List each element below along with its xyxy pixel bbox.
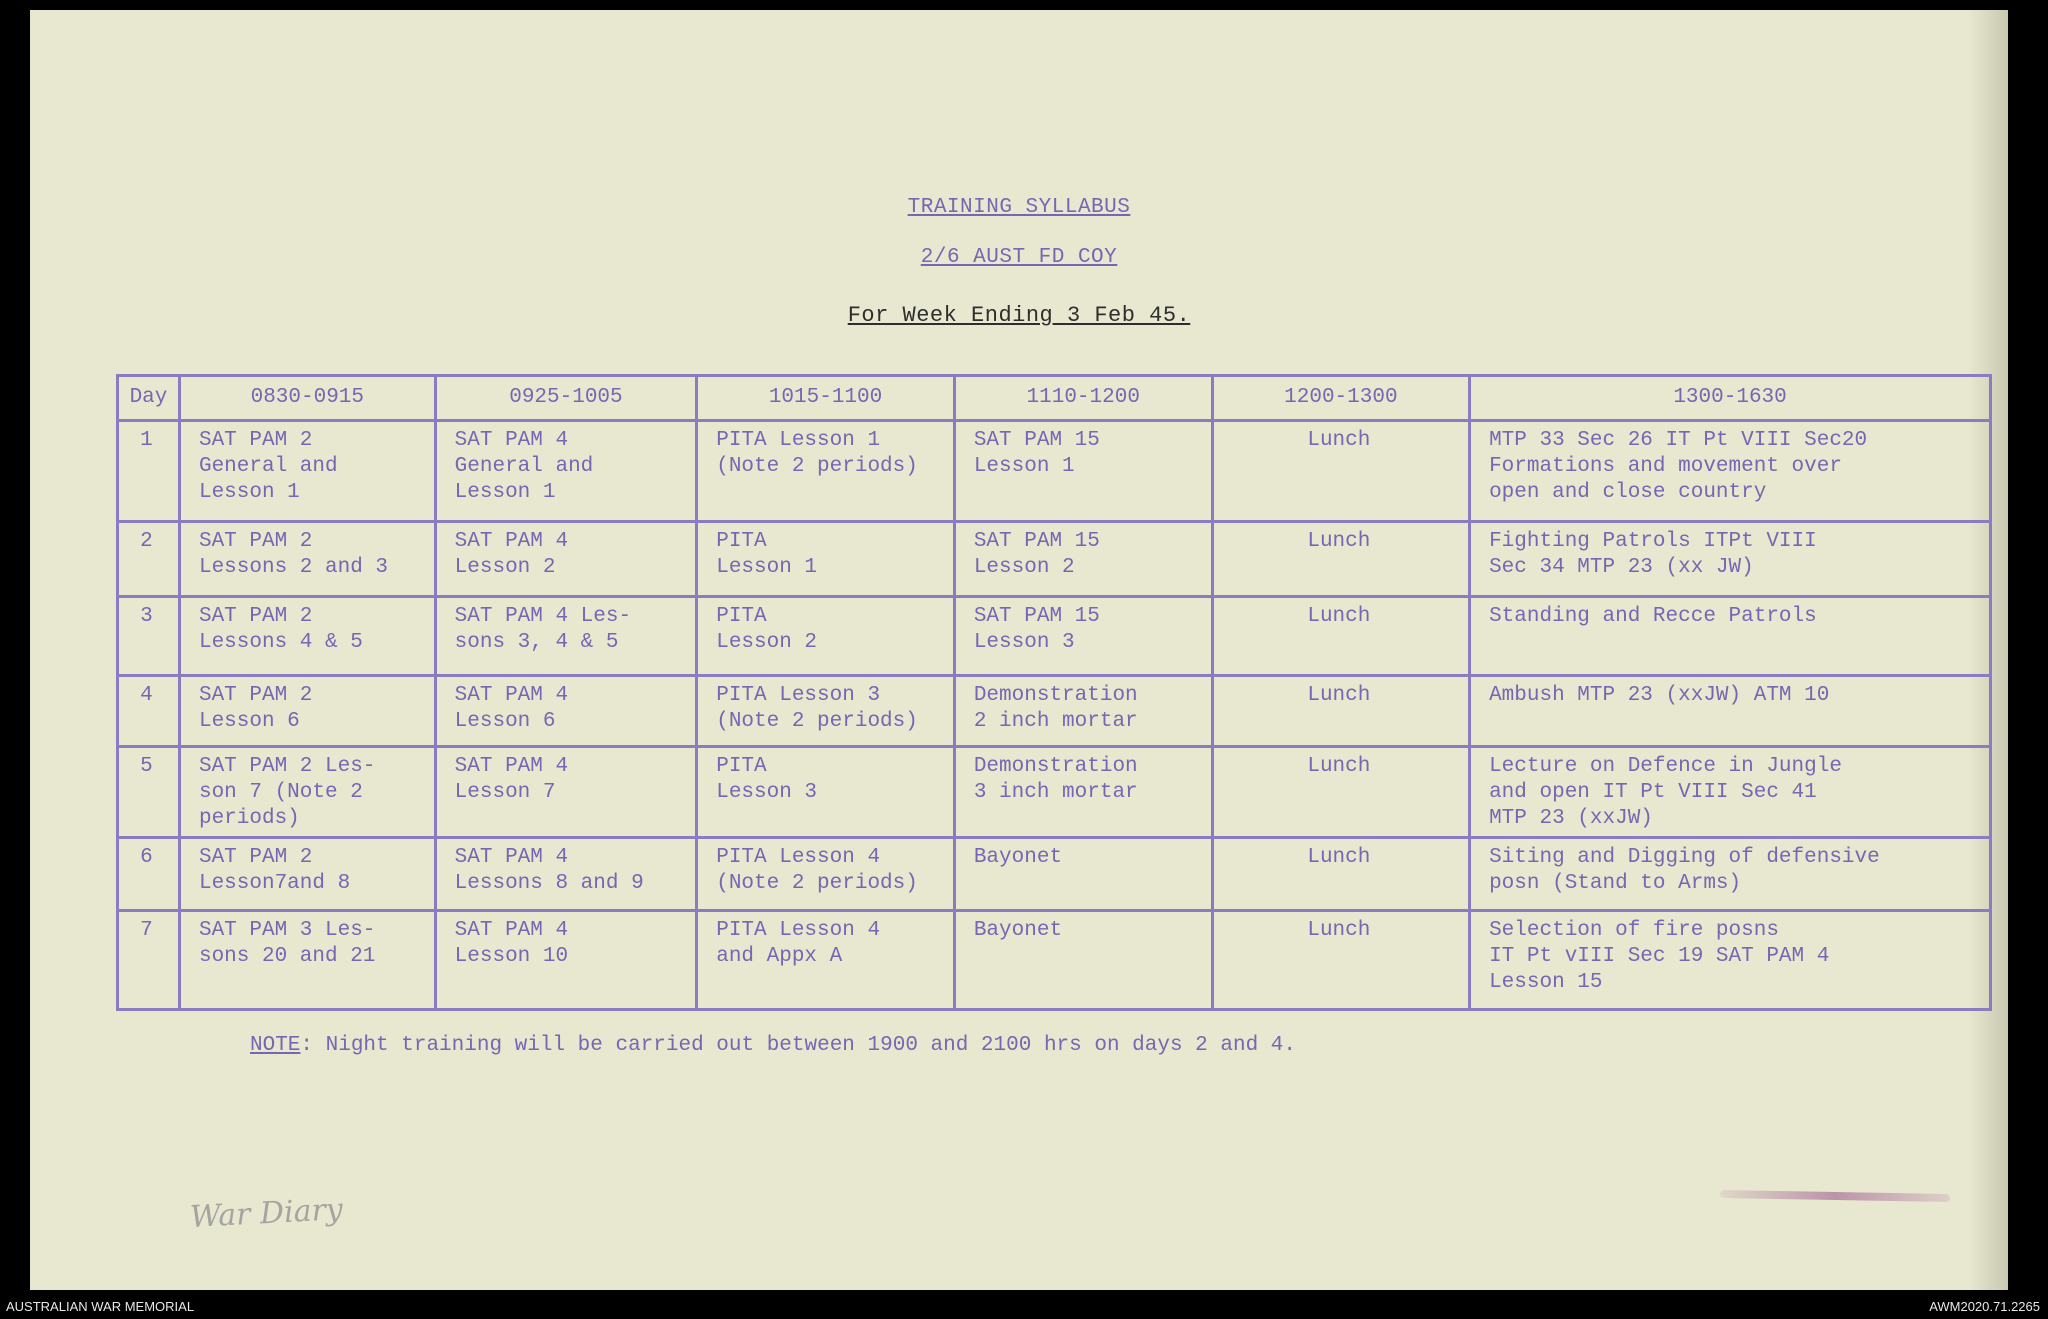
cell-1015: PITA Lesson 2 — [697, 597, 955, 676]
cell-0925: SAT PAM 4 Lessons 8 and 9 — [435, 838, 697, 911]
cell-1300: Lecture on Defence in Jungle and open IT Pt VIII Sec 41 MTP 23 (xxJW) — [1470, 747, 1991, 838]
cell-1015: PITA Lesson 4 (Note 2 periods) — [697, 838, 955, 911]
cell-1300: Siting and Digging of defensive posn (Stand to Arms) — [1470, 838, 1991, 911]
table-row — [118, 911, 1991, 1010]
cell-1200: Lunch — [1212, 522, 1469, 597]
note-text: : Night training will be carried out between 1900 and 2100 hrs on days 2 and 4. — [300, 1034, 1296, 1057]
cell-1015: PITA Lesson 3 — [697, 747, 955, 838]
cell-1110: Demonstration 2 inch mortar — [954, 676, 1212, 747]
cell-1200: Lunch — [1212, 838, 1469, 911]
cell-1300: Standing and Recce Patrols — [1470, 597, 1991, 676]
table-row — [118, 597, 1991, 676]
cell-1110: SAT PAM 15 Lesson 2 — [954, 522, 1212, 597]
cell-1015: PITA Lesson 1 — [697, 522, 955, 597]
header-1200-1300: 1200-1300 — [1212, 376, 1469, 421]
training-syllabus-table — [116, 374, 1992, 1011]
document-title: TRAINING SYLLABUS — [907, 196, 1131, 219]
cell-0925: SAT PAM 4 Lesson 7 — [435, 747, 697, 838]
unit-name: 2/6 AUST FD COY — [920, 246, 1118, 269]
cell-0830: SAT PAM 2 Lesson 6 — [179, 676, 435, 747]
cell-day: 4 — [118, 676, 180, 747]
cell-0925: SAT PAM 4 General and Lesson 1 — [435, 421, 697, 522]
table-header-row — [118, 376, 1991, 421]
cell-0830: SAT PAM 3 Les- sons 20 and 21 — [179, 911, 435, 1010]
cell-0830: SAT PAM 2 Lessons 4 & 5 — [179, 597, 435, 676]
cell-day: 5 — [118, 747, 180, 838]
cell-0830: SAT PAM 2 General and Lesson 1 — [179, 421, 435, 522]
footer-institution: AUSTRALIAN WAR MEMORIAL — [6, 1299, 195, 1314]
cell-1015: PITA Lesson 3 (Note 2 periods) — [697, 676, 955, 747]
cell-day: 1 — [118, 421, 180, 522]
archive-footer — [0, 1290, 2048, 1319]
cell-0925: SAT PAM 4 Lesson 2 — [435, 522, 697, 597]
cell-0925: SAT PAM 4 Lesson 10 — [435, 911, 697, 1010]
table-row — [118, 838, 1991, 911]
cell-day: 2 — [118, 522, 180, 597]
cell-1300: MTP 33 Sec 26 IT Pt VIII Sec20 Formations and movement over open and close country — [1470, 421, 1991, 522]
header-day: Day — [118, 376, 180, 421]
cell-1200: Lunch — [1212, 747, 1469, 838]
table-row — [118, 747, 1991, 838]
paper-sheet — [30, 10, 2008, 1290]
cell-1200: Lunch — [1212, 676, 1469, 747]
night-training-note — [250, 1034, 1296, 1057]
cell-day: 6 — [118, 838, 180, 911]
header-0925-1005: 0925-1005 — [435, 376, 697, 421]
cell-1015: PITA Lesson 1 (Note 2 periods) — [697, 421, 955, 522]
cell-day: 3 — [118, 597, 180, 676]
cell-1110: Demonstration 3 inch mortar — [954, 747, 1212, 838]
cell-1300: Selection of fire posns IT Pt vIII Sec 19 SAT PAM 4 Lesson 15 — [1470, 911, 1991, 1010]
cell-1110: Bayonet — [954, 838, 1212, 911]
cell-1200: Lunch — [1212, 421, 1469, 522]
cell-0830: SAT PAM 2 Lessons 2 and 3 — [179, 522, 435, 597]
cell-1110: SAT PAM 15 Lesson 3 — [954, 597, 1212, 676]
header-0830-0915: 0830-0915 — [179, 376, 435, 421]
cell-0925: SAT PAM 4 Lesson 6 — [435, 676, 697, 747]
cell-1200: Lunch — [1212, 597, 1469, 676]
handwritten-annotation: War Diary — [189, 1192, 344, 1235]
cell-0830: SAT PAM 2 Lesson7and 8 — [179, 838, 435, 911]
cell-1110: Bayonet — [954, 911, 1212, 1010]
footer-accession-number: AWM2020.71.2265 — [1929, 1299, 2040, 1314]
cell-1300: Ambush MTP 23 (xxJW) ATM 10 — [1470, 676, 1991, 747]
cell-1110: SAT PAM 15 Lesson 1 — [954, 421, 1212, 522]
header-1300-1630: 1300-1630 — [1470, 376, 1991, 421]
cell-day: 7 — [118, 911, 180, 1010]
cell-1015: PITA Lesson 4 and Appx A — [697, 911, 955, 1010]
header-1110-1200: 1110-1200 — [954, 376, 1212, 421]
week-ending: For Week Ending 3 Feb 45. — [847, 303, 1191, 328]
ink-smudge — [1720, 1190, 1950, 1202]
cell-0925: SAT PAM 4 Les- sons 3, 4 & 5 — [435, 597, 697, 676]
table-row — [118, 522, 1991, 597]
table-row — [118, 676, 1991, 747]
cell-1200: Lunch — [1212, 911, 1469, 1010]
table-row — [118, 421, 1991, 522]
cell-0830: SAT PAM 2 Les- son 7 (Note 2 periods) — [179, 747, 435, 838]
cell-1300: Fighting Patrols ITPt VIII Sec 34 MTP 23 (xx JW) — [1470, 522, 1991, 597]
header-1015-1100: 1015-1100 — [697, 376, 955, 421]
note-label: NOTE — [250, 1034, 301, 1057]
